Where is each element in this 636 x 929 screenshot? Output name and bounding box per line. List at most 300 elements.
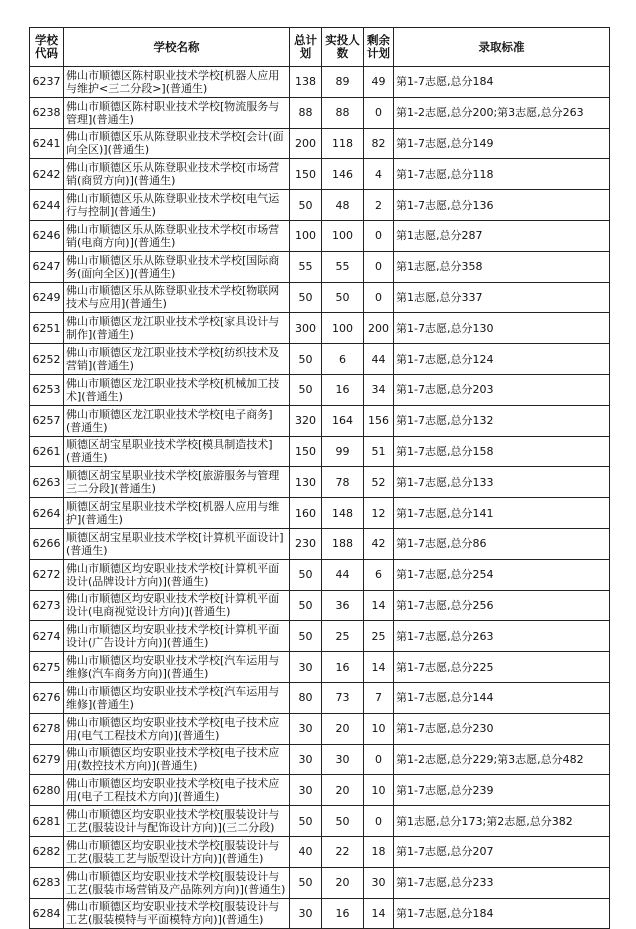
- admission-standard-cell: [394, 313, 610, 344]
- remaining-plan-cell: [364, 97, 394, 128]
- header-school-code: 学校代码: [30, 28, 64, 67]
- admission-standard-cell-text: 第1-7志愿,总分207: [396, 845, 494, 859]
- admission-standard-cell-text: 第1-7志愿,总分225: [396, 660, 494, 674]
- admission-standard-cell: [394, 744, 610, 775]
- admission-standard-cell-text: 第1-2志愿,总分229;第3志愿,总分482: [396, 752, 584, 766]
- table-row: [30, 836, 610, 867]
- school-code-cell: [30, 744, 64, 775]
- admission-standard-cell: [394, 559, 610, 590]
- remaining-plan-cell-text: 0: [375, 106, 382, 120]
- school-name-cell: [64, 713, 290, 744]
- total-plan-cell-text: 30: [298, 752, 313, 766]
- remaining-plan-cell: [364, 436, 394, 467]
- actual-enrolled-cell-text: 20: [335, 876, 350, 890]
- remaining-plan-cell: [364, 128, 394, 159]
- admission-standard-cell: [394, 436, 610, 467]
- actual-enrolled-cell: [322, 682, 364, 713]
- school-code-cell: [30, 467, 64, 498]
- remaining-plan-cell: [364, 344, 394, 375]
- remaining-plan-cell-text: 42: [371, 537, 386, 551]
- school-code-cell: [30, 590, 64, 621]
- admission-standard-cell: [394, 251, 610, 282]
- actual-enrolled-cell: [322, 744, 364, 775]
- table-row: [30, 898, 610, 929]
- actual-enrolled-cell-text: 20: [335, 722, 350, 736]
- admission-standard-cell: [394, 128, 610, 159]
- total-plan-cell-text: 50: [298, 198, 313, 212]
- table-row: [30, 405, 610, 436]
- school-name-cell: [64, 528, 290, 559]
- remaining-plan-cell-text: 7: [375, 691, 382, 705]
- actual-enrolled-cell-text: 25: [335, 629, 350, 643]
- school-name-cell-text: 佛山市顺德区均安职业技术学校[服装设计与工艺(服装工艺与版型设计方向)](普通生): [66, 838, 280, 865]
- total-plan-cell-text: 30: [298, 906, 313, 920]
- total-plan-cell-text: 40: [298, 845, 313, 859]
- admission-standard-cell-text: 第1-7志愿,总分184: [396, 906, 494, 920]
- total-plan-cell-text: 88: [298, 106, 313, 120]
- admission-standard-cell: [394, 97, 610, 128]
- school-code-cell-text: 6251: [32, 321, 61, 335]
- total-plan-cell-text: 230: [295, 537, 316, 551]
- school-code-cell-text: 6274: [32, 629, 61, 643]
- remaining-plan-cell-text: 49: [371, 75, 386, 89]
- actual-enrolled-cell-text: 16: [335, 383, 350, 397]
- actual-enrolled-cell-text: 6: [339, 352, 346, 366]
- total-plan-cell-text: 130: [295, 475, 316, 489]
- school-code-cell: [30, 836, 64, 867]
- table-row: [30, 282, 610, 313]
- school-name-cell-text: 佛山市顺德区均安职业技术学校[计算机平面设计(广告设计方向)](普通生): [66, 623, 280, 650]
- school-name-cell-text: 佛山市顺德区陈村职业技术学校[物流服务与管理](普通生): [66, 99, 280, 126]
- admission-standard-cell: [394, 220, 610, 251]
- remaining-plan-cell-text: 0: [375, 814, 382, 828]
- school-code-cell-text: 6282: [32, 845, 61, 859]
- total-plan-cell: [290, 744, 322, 775]
- total-plan-cell-text: 30: [298, 783, 313, 797]
- total-plan-cell-text: 30: [298, 660, 313, 674]
- actual-enrolled-cell-text: 55: [335, 260, 350, 274]
- school-name-cell: [64, 621, 290, 652]
- school-name-cell: [64, 559, 290, 590]
- school-name-cell: [64, 467, 290, 498]
- school-name-cell: [64, 744, 290, 775]
- table-row: [30, 682, 610, 713]
- total-plan-cell: [290, 528, 322, 559]
- total-plan-cell: [290, 220, 322, 251]
- school-name-cell-text: 佛山市顺德区龙江职业技术学校[纺织技术及营销](普通生): [66, 346, 280, 373]
- school-code-cell: [30, 806, 64, 837]
- actual-enrolled-cell-text: 148: [332, 506, 353, 520]
- remaining-plan-cell: [364, 498, 394, 529]
- school-code-cell: [30, 713, 64, 744]
- school-name-cell-text: 佛山市顺德区均安职业技术学校[计算机平面设计(电商视觉设计方向)](普通生): [66, 592, 280, 619]
- school-name-cell: [64, 67, 290, 98]
- admission-standard-cell: [394, 590, 610, 621]
- school-name-cell: [64, 898, 290, 929]
- remaining-plan-cell: [364, 282, 394, 313]
- school-name-cell-text: 佛山市顺德区乐从陈登职业技术学校[物联网技术与应用](普通生): [66, 284, 280, 311]
- total-plan-cell: [290, 621, 322, 652]
- school-code-cell-text: 6266: [32, 537, 61, 551]
- total-plan-cell-text: 150: [295, 167, 316, 181]
- actual-enrolled-cell: [322, 190, 364, 221]
- actual-enrolled-cell: [322, 559, 364, 590]
- remaining-plan-cell: [364, 559, 394, 590]
- school-code-cell: [30, 190, 64, 221]
- school-code-cell-text: 6238: [32, 106, 61, 120]
- table-row: [30, 806, 610, 837]
- school-name-cell-text: 佛山市顺德区均安职业技术学校[电子技术应用(数控技术方向)](普通生): [66, 746, 280, 773]
- admission-standard-cell: [394, 467, 610, 498]
- table-row: [30, 128, 610, 159]
- actual-enrolled-cell-text: 36: [335, 598, 350, 612]
- total-plan-cell: [290, 67, 322, 98]
- admission-standard-cell-text: 第1-7志愿,总分133: [396, 475, 494, 489]
- remaining-plan-cell-text: 52: [371, 475, 386, 489]
- school-code-cell-text: 6237: [32, 75, 61, 89]
- school-name-cell: [64, 97, 290, 128]
- school-name-cell-text: 佛山市顺德区龙江职业技术学校[家具设计与制作](普通生): [66, 315, 280, 342]
- admission-standard-cell: [394, 374, 610, 405]
- actual-enrolled-cell: [322, 405, 364, 436]
- school-code-cell-text: 6244: [32, 198, 61, 212]
- school-name-cell-text: 顺德区胡宝星职业技术学校[计算机平面设计](普通生): [66, 530, 284, 557]
- remaining-plan-cell-text: 10: [371, 783, 386, 797]
- admission-standard-cell: [394, 159, 610, 190]
- school-code-cell: [30, 498, 64, 529]
- school-name-cell: [64, 128, 290, 159]
- total-plan-cell: [290, 652, 322, 683]
- total-plan-cell: [290, 159, 322, 190]
- school-code-cell: [30, 775, 64, 806]
- table-row: [30, 159, 610, 190]
- actual-enrolled-cell: [322, 313, 364, 344]
- admission-standard-cell-text: 第1-7志愿,总分136: [396, 198, 494, 212]
- school-code-cell: [30, 559, 64, 590]
- admission-standard-cell-text: 第1-7志愿,总分149: [396, 136, 494, 150]
- admission-standard-cell: [394, 190, 610, 221]
- admission-standard-cell-text: 第1志愿,总分287: [396, 229, 483, 243]
- school-code-cell-text: 6263: [32, 475, 61, 489]
- total-plan-cell: [290, 344, 322, 375]
- admission-standard-cell-text: 第1-7志愿,总分239: [396, 783, 494, 797]
- actual-enrolled-cell: [322, 775, 364, 806]
- school-name-cell: [64, 867, 290, 898]
- actual-enrolled-cell-text: 164: [332, 414, 353, 428]
- total-plan-cell-text: 50: [298, 629, 313, 643]
- total-plan-cell: [290, 498, 322, 529]
- actual-enrolled-cell-text: 22: [335, 845, 350, 859]
- school-name-cell-text: 顺德区胡宝星职业技术学校[模具制造技术](普通生): [66, 438, 273, 465]
- school-name-cell: [64, 220, 290, 251]
- total-plan-cell: [290, 436, 322, 467]
- school-name-cell: [64, 590, 290, 621]
- remaining-plan-cell: [364, 220, 394, 251]
- school-name-cell: [64, 775, 290, 806]
- school-code-cell: [30, 436, 64, 467]
- admission-standard-cell-text: 第1-7志愿,总分256: [396, 598, 494, 612]
- table-row: [30, 374, 610, 405]
- remaining-plan-cell: [364, 67, 394, 98]
- school-code-cell-text: 6281: [32, 814, 61, 828]
- total-plan-cell: [290, 559, 322, 590]
- admission-standard-cell: [394, 405, 610, 436]
- admission-standard-cell: [394, 806, 610, 837]
- remaining-plan-cell-text: 10: [371, 722, 386, 736]
- school-name-cell: [64, 682, 290, 713]
- admission-standard-cell-text: 第1-7志愿,总分263: [396, 629, 494, 643]
- school-code-cell: [30, 128, 64, 159]
- remaining-plan-cell: [364, 528, 394, 559]
- admission-standard-cell-text: 第1-7志愿,总分184: [396, 75, 494, 89]
- remaining-plan-cell-text: 0: [375, 260, 382, 274]
- total-plan-cell: [290, 190, 322, 221]
- table-row: [30, 744, 610, 775]
- total-plan-cell-text: 55: [298, 260, 313, 274]
- total-plan-cell-text: 138: [295, 75, 316, 89]
- total-plan-cell: [290, 713, 322, 744]
- admission-standard-cell-text: 第1-7志愿,总分118: [396, 167, 494, 181]
- table-row: [30, 344, 610, 375]
- actual-enrolled-cell: [322, 97, 364, 128]
- school-name-cell-text: 佛山市顺德区均安职业技术学校[服装设计与工艺(服装设计与配饰设计方向)](三二分段): [66, 808, 280, 835]
- header-school-name: 学校名称: [64, 28, 290, 67]
- school-code-cell: [30, 652, 64, 683]
- remaining-plan-cell: [364, 159, 394, 190]
- school-code-cell-text: 6247: [32, 260, 61, 274]
- total-plan-cell-text: 200: [295, 136, 316, 150]
- total-plan-cell: [290, 128, 322, 159]
- table-row: [30, 528, 610, 559]
- total-plan-cell-text: 300: [295, 321, 316, 335]
- admission-standard-cell-text: 第1-7志愿,总分130: [396, 321, 494, 335]
- remaining-plan-cell-text: 51: [371, 444, 386, 458]
- actual-enrolled-cell: [322, 590, 364, 621]
- actual-enrolled-cell-text: 16: [335, 660, 350, 674]
- total-plan-cell: [290, 682, 322, 713]
- school-name-cell: [64, 836, 290, 867]
- school-code-cell: [30, 313, 64, 344]
- table-row: [30, 190, 610, 221]
- total-plan-cell: [290, 374, 322, 405]
- admission-standard-cell-text: 第1-7志愿,总分158: [396, 444, 494, 458]
- school-name-cell: [64, 190, 290, 221]
- school-name-cell-text: 佛山市顺德区均安职业技术学校[电子技术应用(电气工程技术方向)](普通生): [66, 715, 280, 742]
- total-plan-cell: [290, 251, 322, 282]
- table-row: [30, 313, 610, 344]
- admission-standard-cell-text: 第1志愿,总分337: [396, 290, 483, 304]
- school-name-cell: [64, 251, 290, 282]
- admission-standard-cell: [394, 682, 610, 713]
- actual-enrolled-cell-text: 50: [335, 290, 350, 304]
- remaining-plan-cell-text: 156: [368, 414, 389, 428]
- remaining-plan-cell: [364, 898, 394, 929]
- actual-enrolled-cell: [322, 436, 364, 467]
- school-name-cell-text: 佛山市顺德区乐从陈登职业技术学校[电气运行与控制](普通生): [66, 192, 280, 219]
- remaining-plan-cell: [364, 806, 394, 837]
- school-name-cell-text: 佛山市顺德区均安职业技术学校[服装设计与工艺(服装模特与平面模特方向)](普通生): [66, 900, 280, 927]
- header-remaining-plan: 剩余计划: [364, 28, 394, 67]
- total-plan-cell-text: 50: [298, 352, 313, 366]
- table-row: [30, 220, 610, 251]
- actual-enrolled-cell-text: 89: [335, 75, 350, 89]
- actual-enrolled-cell: [322, 498, 364, 529]
- total-plan-cell: [290, 806, 322, 837]
- table-body: [30, 67, 610, 929]
- actual-enrolled-cell: [322, 713, 364, 744]
- total-plan-cell-text: 30: [298, 722, 313, 736]
- admission-standard-cell-text: 第1-2志愿,总分200;第3志愿,总分263: [396, 106, 584, 120]
- actual-enrolled-cell: [322, 220, 364, 251]
- actual-enrolled-cell: [322, 806, 364, 837]
- admission-standard-cell-text: 第1-7志愿,总分124: [396, 352, 494, 366]
- total-plan-cell-text: 320: [295, 414, 316, 428]
- table-row: [30, 251, 610, 282]
- remaining-plan-cell-text: 30: [371, 876, 386, 890]
- table-row: [30, 867, 610, 898]
- actual-enrolled-cell: [322, 159, 364, 190]
- actual-enrolled-cell: [322, 344, 364, 375]
- admission-standard-cell: [394, 528, 610, 559]
- total-plan-cell-text: 150: [295, 444, 316, 458]
- actual-enrolled-cell-text: 16: [335, 906, 350, 920]
- actual-enrolled-cell: [322, 836, 364, 867]
- total-plan-cell-text: 50: [298, 598, 313, 612]
- remaining-plan-cell: [364, 190, 394, 221]
- remaining-plan-cell: [364, 652, 394, 683]
- remaining-plan-cell-text: 0: [375, 752, 382, 766]
- school-code-cell: [30, 621, 64, 652]
- school-code-cell-text: 6261: [32, 444, 61, 458]
- school-code-cell-text: 6283: [32, 876, 61, 890]
- table-row: [30, 67, 610, 98]
- actual-enrolled-cell-text: 78: [335, 475, 350, 489]
- remaining-plan-cell-text: 44: [371, 352, 386, 366]
- admission-standard-cell-text: 第1-7志愿,总分86: [396, 537, 487, 551]
- total-plan-cell: [290, 898, 322, 929]
- actual-enrolled-cell: [322, 67, 364, 98]
- school-code-cell: [30, 282, 64, 313]
- actual-enrolled-cell: [322, 867, 364, 898]
- remaining-plan-cell: [364, 836, 394, 867]
- table-row: [30, 652, 610, 683]
- school-code-cell: [30, 898, 64, 929]
- actual-enrolled-cell: [322, 528, 364, 559]
- school-code-cell-text: 6280: [32, 783, 61, 797]
- school-code-cell-text: 6253: [32, 383, 61, 397]
- admission-standard-cell: [394, 775, 610, 806]
- actual-enrolled-cell-text: 50: [335, 814, 350, 828]
- actual-enrolled-cell-text: 48: [335, 198, 350, 212]
- school-name-cell: [64, 436, 290, 467]
- remaining-plan-cell-text: 25: [371, 629, 386, 643]
- admission-standard-cell: [394, 652, 610, 683]
- actual-enrolled-cell: [322, 251, 364, 282]
- school-name-cell-text: 佛山市顺德区陈村职业技术学校[机器人应用与维护<三二分段>](普通生): [66, 68, 280, 95]
- table-row: [30, 467, 610, 498]
- school-name-cell-text: 佛山市顺德区乐从陈登职业技术学校[会计(面向全区)](普通生): [66, 130, 284, 157]
- admission-standard-cell: [394, 67, 610, 98]
- remaining-plan-cell-text: 18: [371, 845, 386, 859]
- remaining-plan-cell-text: 6: [375, 568, 382, 582]
- school-code-cell: [30, 867, 64, 898]
- school-name-cell-text: 佛山市顺德区均安职业技术学校[电子技术应用(电子工程技术方向)](普通生): [66, 777, 280, 804]
- school-name-cell: [64, 652, 290, 683]
- remaining-plan-cell: [364, 467, 394, 498]
- remaining-plan-cell-text: 0: [375, 229, 382, 243]
- total-plan-cell: [290, 836, 322, 867]
- school-name-cell-text: 顺德区胡宝星职业技术学校[旅游服务与管理三二分段](普通生): [66, 469, 280, 496]
- admission-standard-cell-text: 第1-7志愿,总分233: [396, 876, 494, 890]
- school-name-cell-text: 佛山市顺德区龙江职业技术学校[机械加工技术](普通生): [66, 376, 280, 403]
- actual-enrolled-cell-text: 88: [335, 106, 350, 120]
- remaining-plan-cell-text: 82: [371, 136, 386, 150]
- school-code-cell-text: 6278: [32, 722, 61, 736]
- school-code-cell-text: 6273: [32, 598, 61, 612]
- actual-enrolled-cell: [322, 898, 364, 929]
- remaining-plan-cell: [364, 775, 394, 806]
- admission-standard-cell: [394, 621, 610, 652]
- total-plan-cell: [290, 867, 322, 898]
- school-code-cell-text: 6241: [32, 136, 61, 150]
- total-plan-cell-text: 50: [298, 290, 313, 304]
- actual-enrolled-cell: [322, 128, 364, 159]
- remaining-plan-cell: [364, 405, 394, 436]
- admission-standard-cell: [394, 898, 610, 929]
- table-row: [30, 559, 610, 590]
- school-code-cell-text: 6264: [32, 506, 61, 520]
- school-code-cell-text: 6272: [32, 568, 61, 582]
- total-plan-cell-text: 50: [298, 876, 313, 890]
- school-name-cell-text: 佛山市顺德区均安职业技术学校[汽车运用与维修(汽车商务方向)](普通生): [66, 654, 280, 681]
- school-name-cell-text: 佛山市顺德区均安职业技术学校[汽车运用与维修](普通生): [66, 684, 280, 711]
- remaining-plan-cell-text: 2: [375, 198, 382, 212]
- remaining-plan-cell: [364, 744, 394, 775]
- remaining-plan-cell-text: 34: [371, 383, 386, 397]
- admission-standard-cell-text: 第1-7志愿,总分254: [396, 568, 494, 582]
- table-header-row: [30, 28, 610, 67]
- school-code-cell-text: 6246: [32, 229, 61, 243]
- school-name-cell: [64, 344, 290, 375]
- remaining-plan-cell: [364, 621, 394, 652]
- actual-enrolled-cell-text: 44: [335, 568, 350, 582]
- admission-standard-cell-text: 第1志愿,总分173;第2志愿,总分382: [396, 814, 573, 828]
- admission-standard-cell: [394, 498, 610, 529]
- school-name-cell: [64, 806, 290, 837]
- actual-enrolled-cell-text: 146: [332, 167, 353, 181]
- total-plan-cell-text: 50: [298, 383, 313, 397]
- school-name-cell-text: 佛山市顺德区乐从陈登职业技术学校[国际商务(面向全区)](普通生): [66, 253, 280, 280]
- school-name-cell: [64, 374, 290, 405]
- admission-standard-cell-text: 第1-7志愿,总分203: [396, 383, 494, 397]
- admission-standard-cell: [394, 282, 610, 313]
- school-name-cell: [64, 282, 290, 313]
- admission-standard-cell: [394, 867, 610, 898]
- school-name-cell: [64, 498, 290, 529]
- actual-enrolled-cell: [322, 467, 364, 498]
- total-plan-cell-text: 100: [295, 229, 316, 243]
- table-row: [30, 621, 610, 652]
- total-plan-cell: [290, 590, 322, 621]
- admission-standard-cell: [394, 344, 610, 375]
- remaining-plan-cell-text: 14: [371, 906, 386, 920]
- remaining-plan-cell: [364, 682, 394, 713]
- school-code-cell: [30, 374, 64, 405]
- admission-standard-cell: [394, 836, 610, 867]
- remaining-plan-cell-text: 14: [371, 598, 386, 612]
- admissions-table: [29, 27, 610, 929]
- actual-enrolled-cell-text: 73: [335, 691, 350, 705]
